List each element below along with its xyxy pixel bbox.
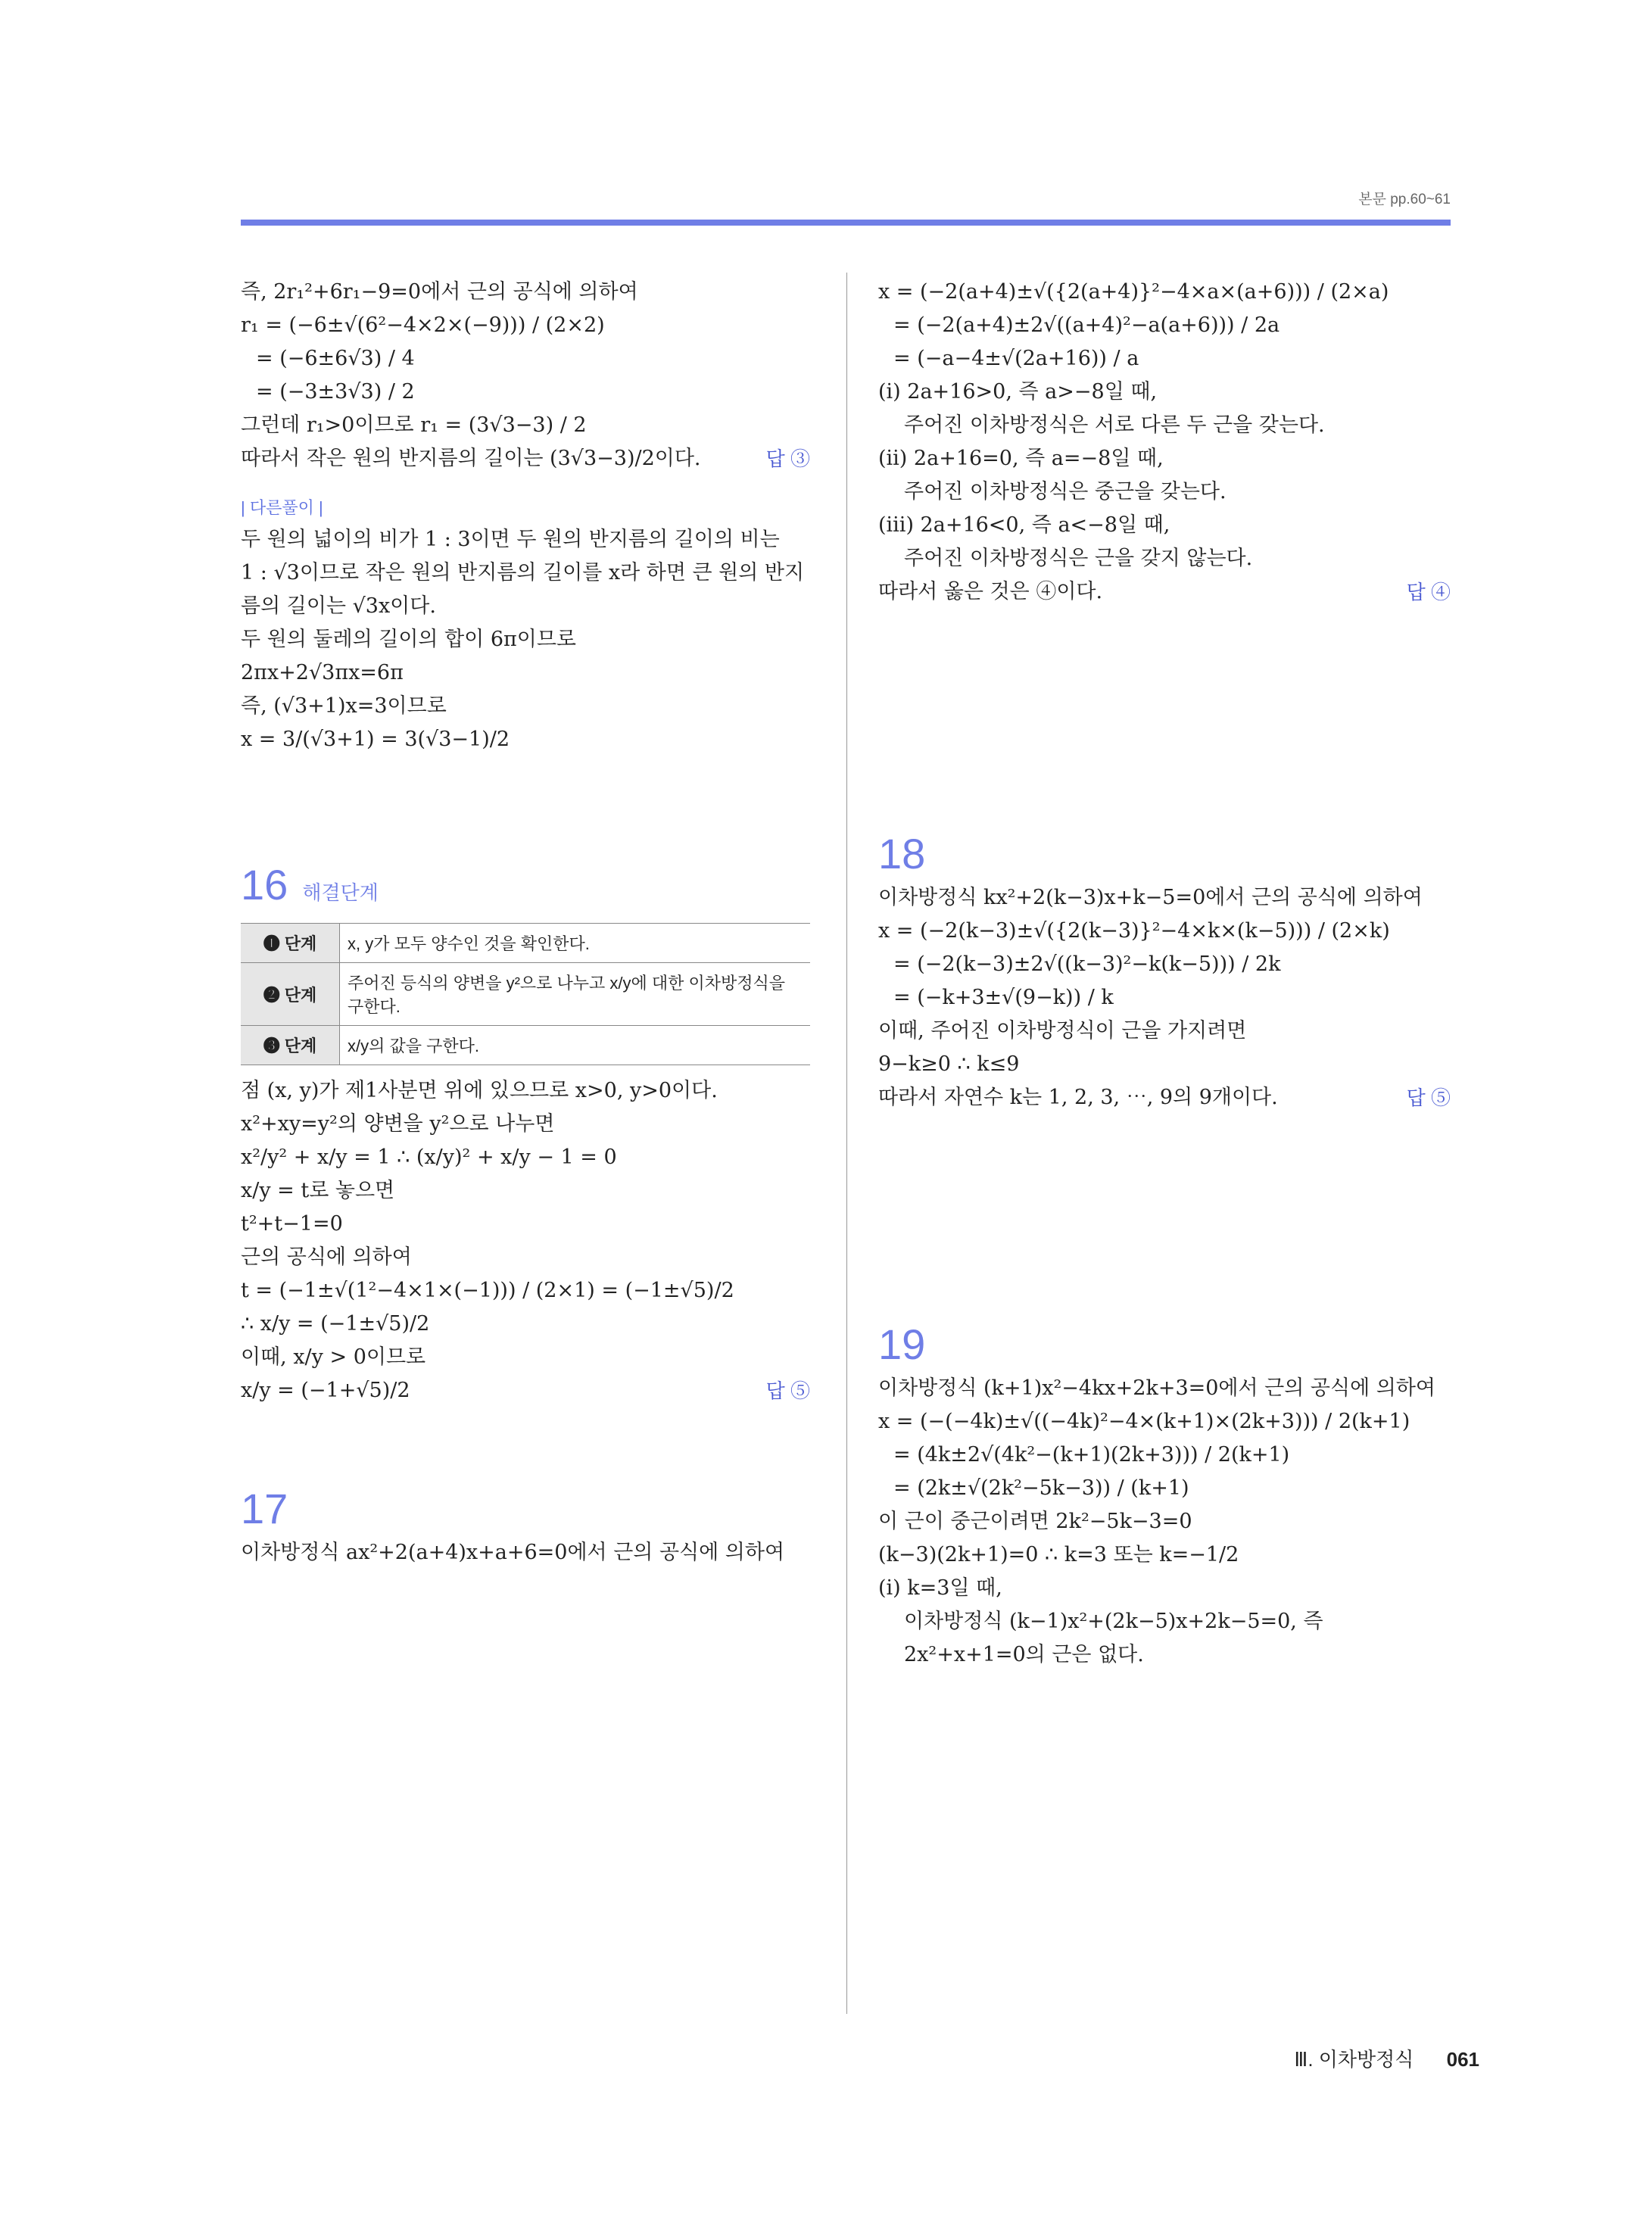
p16-line: ∴ x/y = (−1±√5)/2: [241, 1312, 430, 1336]
page-number: 061: [1446, 2048, 1479, 2071]
p17-line-with-answer: [878, 578, 1451, 606]
problem-17-heading: [241, 1486, 810, 1532]
p18-conclusion: 따라서 자연수 k는 1, 2, 3, ⋯, 9의 9개이다.: [878, 1086, 1278, 1109]
p15-line: 즉, 2r₁²+6r₁−9=0에서 근의 공식에 의하여: [241, 280, 638, 304]
step-label: ❷ 단계: [241, 963, 340, 1026]
p17-line: = (−2(a+4)±2√((a+4)²−a(a+6))) / 2a: [893, 313, 1280, 337]
column-divider: [846, 273, 847, 2014]
p17-line: (ⅲ) 2a+16<0, 즉 a<−8일 때,: [878, 513, 1170, 537]
p15-conclusion: 따라서 작은 원의 반지름의 길이는 (3√3−3)/2이다.: [241, 447, 701, 470]
p15-answer: 답 ③: [765, 447, 810, 470]
p18-line: 이차방정식 kx²+2(k−3)x+k−5=0에서 근의 공식에 의하여: [878, 886, 1423, 909]
page-footer: [1294, 2044, 1479, 2072]
step-table-title: 해결단계: [302, 881, 379, 904]
p17-line: = (−a−4±√(2a+16)) / a: [893, 347, 1139, 370]
alternative-solution-label: | 다른풀이 |: [241, 498, 323, 517]
p18-line: 이때, 주어진 이차방정식이 근을 가지려면: [878, 1019, 1247, 1043]
p16-line: 이때, x/y > 0이므로: [241, 1345, 426, 1369]
p17-line: (ⅰ) 2a+16>0, 즉 a>−8일 때,: [878, 380, 1158, 404]
step-label: ❸ 단계: [241, 1026, 340, 1065]
chapter-title: Ⅲ. 이차방정식: [1294, 2048, 1414, 2071]
p17-line: 주어진 이차방정식은 중근을 갖는다.: [904, 480, 1227, 503]
p19-line: x = (−(−4k)±√((−4k)²−4×(k+1)×(2k+3))) / 2(k+1): [878, 1410, 1410, 1433]
table-row: [241, 963, 810, 1026]
p17-line: 주어진 이차방정식은 서로 다른 두 근을 갖는다.: [904, 413, 1325, 437]
p16-line: x²+xy=y²의 양변을 y²으로 나누면: [241, 1112, 555, 1136]
p17-line: (ⅱ) 2a+16=0, 즉 a=−8일 때,: [878, 447, 1164, 470]
step-label: ❶ 단계: [241, 924, 340, 963]
page-reference: 본문 pp.60~61: [1358, 192, 1451, 207]
p17-line: x = (−2(a+4)±√({2(a+4)}²−4×a×(a+6))) / (2×a): [878, 280, 1389, 304]
p16-line: x/y = t로 놓으면: [241, 1179, 395, 1202]
table-row: [241, 1026, 810, 1065]
p19-line: (ⅰ) k=3일 때,: [878, 1576, 1002, 1600]
p15-line: r₁ = (−6±√(6²−4×2×(−9))) / (2×2): [241, 313, 605, 337]
p19-line: 2x²+x+1=0의 근은 없다.: [904, 1643, 1144, 1666]
p17-conclusion: 따라서 옳은 것은 ④이다.: [878, 580, 1103, 603]
problem-18-heading: [878, 831, 1451, 877]
problem-number: 16: [241, 861, 288, 909]
problem-number: 19: [878, 1320, 926, 1368]
p18-line: = (−k+3±√(9−k)) / k: [893, 986, 1114, 1009]
p16-line: 점 (x, y)가 제1사분면 위에 있으므로 x>0, y>0이다.: [241, 1079, 718, 1102]
p16-answer: 답 ⑤: [765, 1379, 810, 1402]
p19-line: = (4k±2√(4k²−(k+1)(2k+3))) / 2(k+1): [893, 1443, 1290, 1467]
table-row: [241, 924, 810, 963]
header-rule: [241, 220, 1451, 226]
solution-steps-table: [241, 923, 810, 1065]
p15-line-with-answer: [241, 445, 810, 472]
p19-line: 이차방정식 (k+1)x²−4kx+2k+3=0에서 근의 공식에 의하여: [878, 1376, 1435, 1400]
step-description: x/y의 값을 구한다.: [340, 1026, 811, 1065]
p18-line-with-answer: [878, 1084, 1451, 1111]
p18-line: = (−2(k−3)±2√((k−3)²−k(k−5))) / 2k: [893, 952, 1281, 976]
p16-line: x²/y² + x/y = 1 ∴ (x/y)² + x/y − 1 = 0: [241, 1146, 617, 1169]
alt-line: 즉, (√3+1)x=3이므로: [241, 694, 447, 718]
p15-line: = (−3±3√3) / 2: [256, 380, 415, 404]
problem-number: 17: [241, 1485, 288, 1532]
p17-answer: 답 ④: [1406, 581, 1451, 603]
p15-line: = (−6±6√3) / 4: [256, 347, 415, 370]
p18-answer: 답 ⑤: [1406, 1086, 1451, 1109]
p16-line: t = (−1±√(1²−4×1×(−1))) / (2×1) = (−1±√5)/2: [241, 1279, 734, 1302]
alt-line: 름의 길이는 √3x이다.: [241, 594, 436, 618]
p19-line: 이 근이 중근이려면 2k²−5k−3=0: [878, 1510, 1192, 1533]
problem-19-heading: [878, 1322, 1451, 1367]
alt-line: 두 원의 넓이의 비가 1 : 3이면 두 원의 반지름의 길이의 비는: [241, 528, 780, 551]
p16-line: 근의 공식에 의하여: [241, 1245, 412, 1269]
problem-16-heading: [241, 862, 810, 908]
alt-line: 두 원의 둘레의 길이의 합이 6π이므로: [241, 628, 576, 651]
p16-conclusion: x/y = (−1+√5)/2: [241, 1379, 410, 1402]
step-description: 주어진 등식의 양변을 y²으로 나누고 x/y에 대한 이차방정식을 구한다.: [340, 963, 811, 1026]
p16-line-with-answer: [241, 1377, 810, 1404]
problem-number: 18: [878, 830, 926, 877]
step-description: x, y가 모두 양수인 것을 확인한다.: [340, 924, 811, 963]
left-column: [241, 273, 810, 1573]
alt-line: 2πx+2√3πx=6π: [241, 661, 404, 684]
p17-line: 이차방정식 ax²+2(a+4)x+a+6=0에서 근의 공식에 의하여: [241, 1541, 785, 1564]
right-column: [878, 273, 1451, 1675]
p18-line: x = (−2(k−3)±√({2(k−3)}²−4×k×(k−5))) / (2×k): [878, 919, 1390, 943]
p19-line: = (2k±√(2k²−5k−3)) / (k+1): [893, 1476, 1189, 1500]
p19-line: (k−3)(2k+1)=0 ∴ k=3 또는 k=−1/2: [878, 1543, 1239, 1566]
p18-line: 9−k≥0 ∴ k≤9: [878, 1052, 1020, 1076]
p16-line: t²+t−1=0: [241, 1212, 343, 1236]
p17-line: 주어진 이차방정식은 근을 갖지 않는다.: [904, 547, 1253, 570]
alt-line: x = 3/(√3+1) = 3(√3−1)/2: [241, 728, 510, 751]
alt-line: 1 : √3이므로 작은 원의 반지름의 길이를 x라 하면 큰 원의 반지: [241, 561, 805, 584]
p15-line: 그런데 r₁>0이므로 r₁ = (3√3−3) / 2: [241, 413, 587, 437]
p19-line: 이차방정식 (k−1)x²+(2k−5)x+2k−5=0, 즉: [904, 1610, 1323, 1633]
